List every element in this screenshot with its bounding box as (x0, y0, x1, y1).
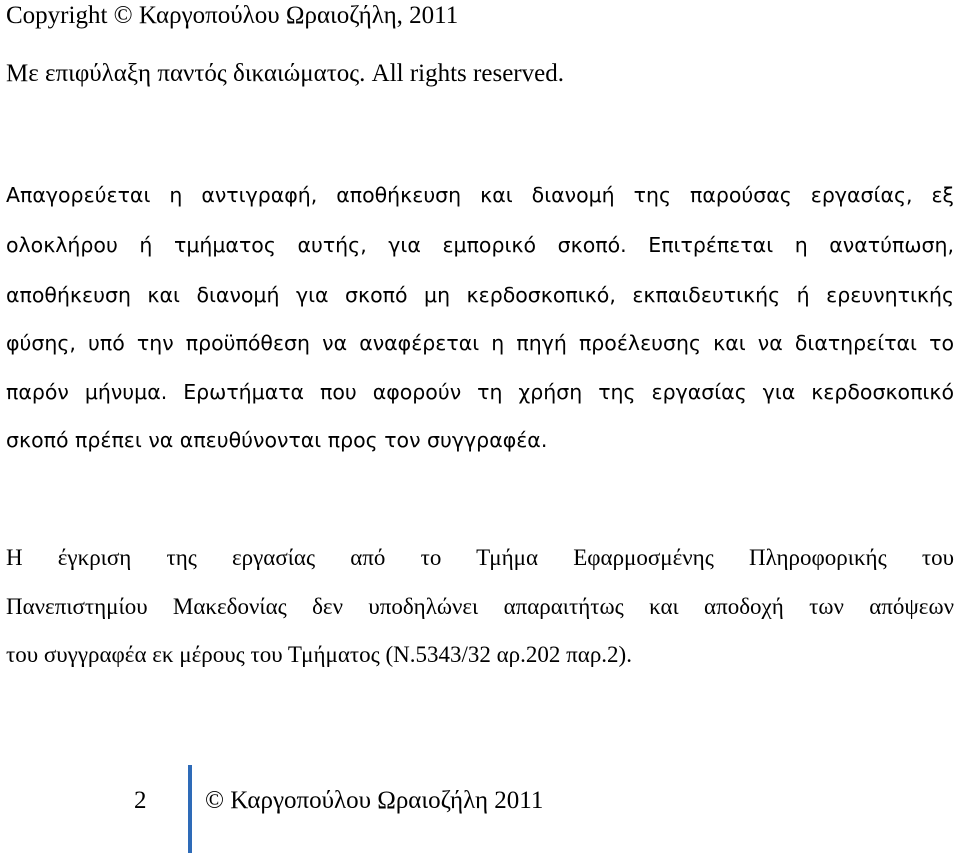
page-number: 2 (134, 787, 147, 814)
paragraph-line: Πανεπιστημίου Μακεδονίας δεν υποδηλώνει απαραιτήτως και αποδοχή των απόψεων (6, 594, 954, 619)
paragraph-line: σκοπό πρέπει να απευθύνονται προς τον συγγραφέα. (6, 428, 548, 452)
copyright-line: Copyright © Καργοπούλου Ωραιοζήλη, 2011 (6, 2, 459, 29)
footer-divider-bar (188, 765, 192, 853)
footer-copyright: © Καργοπούλου Ωραιοζήλη 2011 (205, 787, 544, 814)
paragraph-line: Απαγορεύεται η αντιγραφή, αποθήκευση και διανομή της παρούσας εργασίας, εξ (6, 183, 954, 207)
paragraph-line: του συγγραφέα εκ μέρους του Τμήματος (Ν.5343/32 αρ.202 παρ.2). (6, 642, 632, 667)
paragraph-line: φύσης, υπό την προϋπόθεση να αναφέρεται η πηγή προέλευσης και να διατηρείται το (6, 331, 954, 355)
paragraph-line: αποθήκευση και διανομή για σκοπό μη κερδοσκοπικό, εκπαιδευτικής ή ερευνητικής (6, 283, 954, 307)
paragraph-line: παρόν μήνυμα. Ερωτήματα που αφορούν τη χρήση της εργασίας για κερδοσκοπικό (6, 380, 954, 404)
paragraph-line: ολοκλήρου ή τμήματος αυτής, για εμπορικό σκοπό. Επιτρέπεται η ανατύπωση, (6, 233, 954, 257)
rights-line: Με επιφύλαξη παντός δικαιώματος. All rights reserved. (6, 60, 564, 87)
paragraph-line: Η έγκριση της εργασίας από το Τμήμα Εφαρμοσμένης Πληροφορικής του (6, 545, 954, 570)
